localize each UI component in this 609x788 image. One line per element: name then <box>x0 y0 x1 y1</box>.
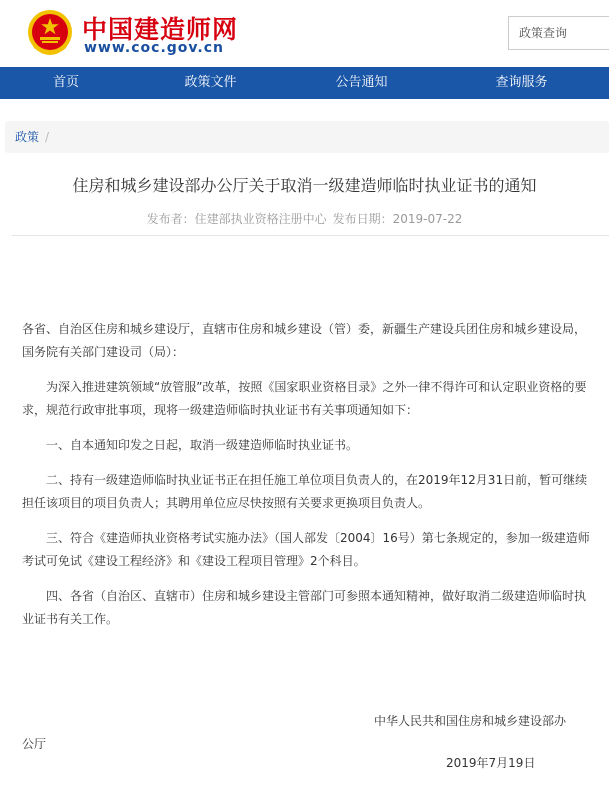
national-emblem-icon[interactable] <box>26 8 74 58</box>
nav-item-announcements[interactable]: 公告通知 <box>335 75 388 90</box>
article-body <box>22 318 594 643</box>
article-title: 住房和城乡建设部办公厅关于取消一级建造师临时执业证书的通知 <box>72 176 537 195</box>
paragraph-item-2: 二、持有一级建造师临时执业证书正在担任施工单位项目负责人的，在2019年12月31日前，暂可继续担任该项目的项目负责人；其聘用单位应尽快按照有关要求更换项目负责人。 <box>22 473 588 510</box>
signature-organization-continued: 公厅 <box>22 737 47 751</box>
title-divider <box>12 235 609 236</box>
breadcrumb-separator: / <box>45 130 50 144</box>
paragraph-item-1: 一、自本通知印发之日起，取消一级建造师临时执业证书。 <box>46 438 359 452</box>
article-meta <box>0 210 609 227</box>
article-publisher: 发布者：住建部执业资格注册中心 <box>146 212 327 226</box>
paragraph-intro: 为深入推进建筑领域“放管服”改革，按照《国家职业资格目录》之外一律不得许可和认定职业资格的要求，规范行政审批事项，现将一级建造师临时执业证书有关事项通知如下： <box>22 380 587 417</box>
signature-organization: 中华人民共和国住房和城乡建设部办 <box>374 714 567 728</box>
site-header <box>0 0 609 67</box>
site-name[interactable]: 中国建造师网 <box>82 15 239 44</box>
signature-date: 2019年7月19日 <box>446 756 536 770</box>
nav-item-policy-documents[interactable]: 政策文件 <box>184 75 237 90</box>
site-url[interactable]: www.coc.gov.cn <box>84 40 224 56</box>
nav-item-query-services[interactable]: 查询服务 <box>495 75 548 90</box>
paragraph-item-4: 四、各省（自治区、直辖市）住房和城乡建设主管部门可参照本通知精神，做好取消二级建造师临时执业证书有关工作。 <box>22 589 587 626</box>
policy-search-input[interactable] <box>508 16 609 50</box>
nav-item-home[interactable]: 首页 <box>52 75 79 90</box>
paragraph-salutation: 各省、自治区住房和城乡建设厅，直辖市住房和城乡建设（管）委，新疆生产建设兵团住房和城乡建设局，国务院有关部门建设司（局）： <box>22 322 587 359</box>
article-date: 发布日期：2019-07-22 <box>332 212 463 226</box>
breadcrumb-policy-link[interactable]: 政策 <box>15 130 40 144</box>
paragraph-item-3: 三、符合《建造师执业资格考试实施办法》（国人部发〔2004〕16号）第七条规定的，参加一级建造师考试可免试《建设工程经济》和《建设工程项目管理》2个科目。 <box>22 531 590 568</box>
breadcrumb <box>5 121 609 153</box>
main-nav <box>0 67 609 99</box>
